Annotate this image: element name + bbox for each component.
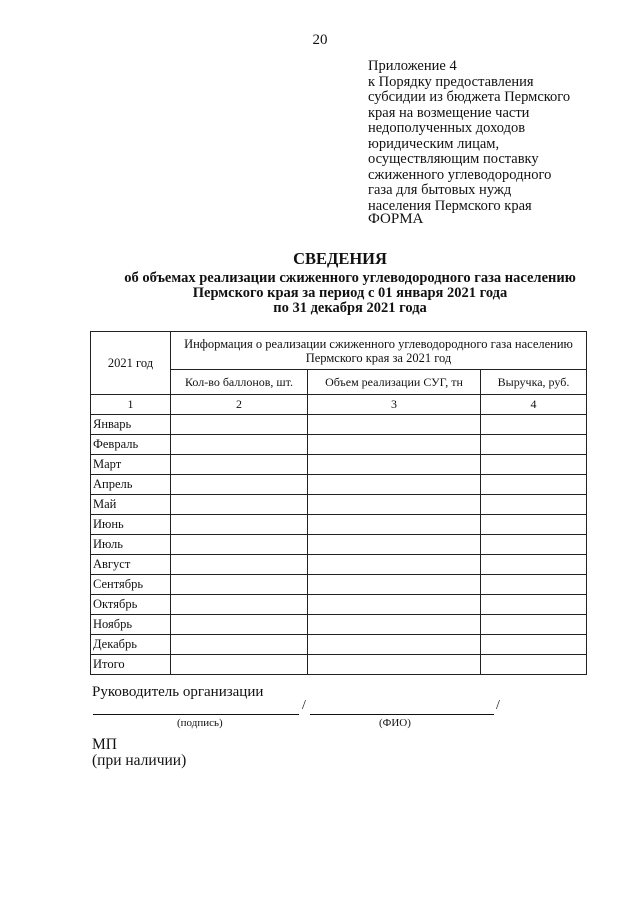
table-row: [91, 655, 587, 675]
appendix-block: [368, 59, 628, 214]
table-row: [91, 555, 587, 575]
month-cell: Февраль: [91, 435, 171, 455]
cylinders-cell[interactable]: [171, 415, 308, 435]
cylinders-cell[interactable]: [171, 495, 308, 515]
subtitle-line: по 31 декабря 2021 года: [273, 300, 427, 316]
table-row: [91, 435, 587, 455]
table-row: [91, 595, 587, 615]
revenue-cell[interactable]: [481, 455, 587, 475]
column-number: 1: [91, 395, 171, 415]
revenue-cell[interactable]: [481, 615, 587, 635]
group-header: Информация о реализации сжиженного углеводородного газа населению Пермского края за 2021 год: [171, 332, 587, 370]
appendix-line: Приложение 4: [368, 58, 457, 74]
cylinders-cell[interactable]: [171, 515, 308, 535]
table-row: [91, 515, 587, 535]
revenue-cell[interactable]: [481, 435, 587, 455]
name-line[interactable]: [310, 714, 494, 715]
appendix-line: газа для бытовых нужд: [368, 182, 512, 198]
cylinders-cell[interactable]: [171, 655, 308, 675]
column-number: 4: [481, 395, 587, 415]
month-cell: Январь: [91, 415, 171, 435]
column-number: 2: [171, 395, 308, 415]
cylinders-cell[interactable]: [171, 455, 308, 475]
appendix-line: недополученных доходов: [368, 120, 526, 136]
appendix-line: к Порядку предоставления: [368, 73, 534, 90]
month-cell: Март: [91, 455, 171, 475]
volume-cell[interactable]: [308, 455, 481, 475]
month-cell: Декабрь: [91, 635, 171, 655]
cylinders-cell[interactable]: [171, 555, 308, 575]
year-header: 2021 год: [91, 332, 171, 395]
revenue-cell[interactable]: [481, 555, 587, 575]
column-number: 3: [308, 395, 481, 415]
revenue-cell[interactable]: [481, 415, 587, 435]
volume-cell[interactable]: [308, 635, 481, 655]
form-label: ФОРМА: [368, 211, 424, 227]
month-cell: Май: [91, 495, 171, 515]
signature-separator-end: /: [496, 698, 500, 713]
table-row: [91, 455, 587, 475]
appendix-line: населения Пермского края: [368, 197, 532, 214]
name-caption: (ФИО): [379, 717, 411, 729]
month-cell: Апрель: [91, 475, 171, 495]
volume-cell[interactable]: [308, 515, 481, 535]
table-row: [91, 575, 587, 595]
column-header-volume: Объем реализации СУГ, тн: [308, 370, 481, 395]
appendix-line: субсидии из бюджета Пермского: [368, 89, 571, 105]
cylinders-cell[interactable]: [171, 635, 308, 655]
table-row: [91, 475, 587, 495]
volume-cell[interactable]: [308, 555, 481, 575]
volume-cell[interactable]: [308, 415, 481, 435]
cylinders-cell[interactable]: [171, 535, 308, 555]
report-table-body: [91, 415, 587, 675]
volume-cell[interactable]: [308, 575, 481, 595]
month-cell: Сентябрь: [91, 575, 171, 595]
signature-separator: /: [302, 698, 306, 713]
table-row: [91, 615, 587, 635]
volume-cell[interactable]: [308, 495, 481, 515]
column-header-revenue: Выручка, руб.: [481, 370, 587, 395]
revenue-cell[interactable]: [481, 475, 587, 495]
report-table: [90, 331, 587, 675]
table-row: [91, 535, 587, 555]
volume-cell[interactable]: [308, 535, 481, 555]
table-row: [91, 635, 587, 655]
appendix-line: осуществляющим поставку: [368, 151, 539, 167]
revenue-cell[interactable]: [481, 495, 587, 515]
column-header-cylinders: Кол-во баллонов, шт.: [171, 370, 308, 395]
table-row: [91, 495, 587, 515]
stamp-note: (при наличии): [92, 752, 187, 769]
cylinders-cell[interactable]: [171, 575, 308, 595]
volume-cell[interactable]: [308, 615, 481, 635]
revenue-cell[interactable]: [481, 595, 587, 615]
revenue-cell[interactable]: [481, 655, 587, 675]
cylinders-cell[interactable]: [171, 615, 308, 635]
cylinders-cell[interactable]: [171, 475, 308, 495]
appendix-line: сжиженного углеводородного: [368, 166, 552, 183]
month-cell: Октябрь: [91, 595, 171, 615]
appendix-line: юридическим лицам,: [368, 135, 500, 152]
month-cell: Июнь: [91, 515, 171, 535]
cylinders-cell[interactable]: [171, 435, 308, 455]
signature-line[interactable]: [93, 714, 299, 715]
table-row: [91, 415, 587, 435]
volume-cell[interactable]: [308, 595, 481, 615]
volume-cell[interactable]: [308, 475, 481, 495]
cylinders-cell[interactable]: [171, 595, 308, 615]
signature-caption: (подпись): [177, 717, 223, 729]
revenue-cell[interactable]: [481, 575, 587, 595]
month-cell: Ноябрь: [91, 615, 171, 635]
volume-cell[interactable]: [308, 655, 481, 675]
document-subtitle: [60, 271, 640, 316]
appendix-line: края на возмещение части: [368, 104, 530, 121]
month-cell: Июль: [91, 535, 171, 555]
volume-cell[interactable]: [308, 435, 481, 455]
document-title: СВЕДЕНИЯ: [293, 249, 387, 268]
head-of-organization-label: Руководитель организации: [92, 684, 264, 700]
month-cell: Итого: [91, 655, 171, 675]
stamp-label: МП: [92, 736, 117, 753]
revenue-cell[interactable]: [481, 635, 587, 655]
revenue-cell[interactable]: [481, 535, 587, 555]
subtitle-line: Пермского края за период с 01 января 2021 года: [192, 285, 508, 301]
month-cell: Август: [91, 555, 171, 575]
page-number: 20: [312, 32, 328, 48]
revenue-cell[interactable]: [481, 515, 587, 535]
subtitle-line: об объемах реализации сжиженного углеводородного газа населению: [124, 270, 576, 286]
